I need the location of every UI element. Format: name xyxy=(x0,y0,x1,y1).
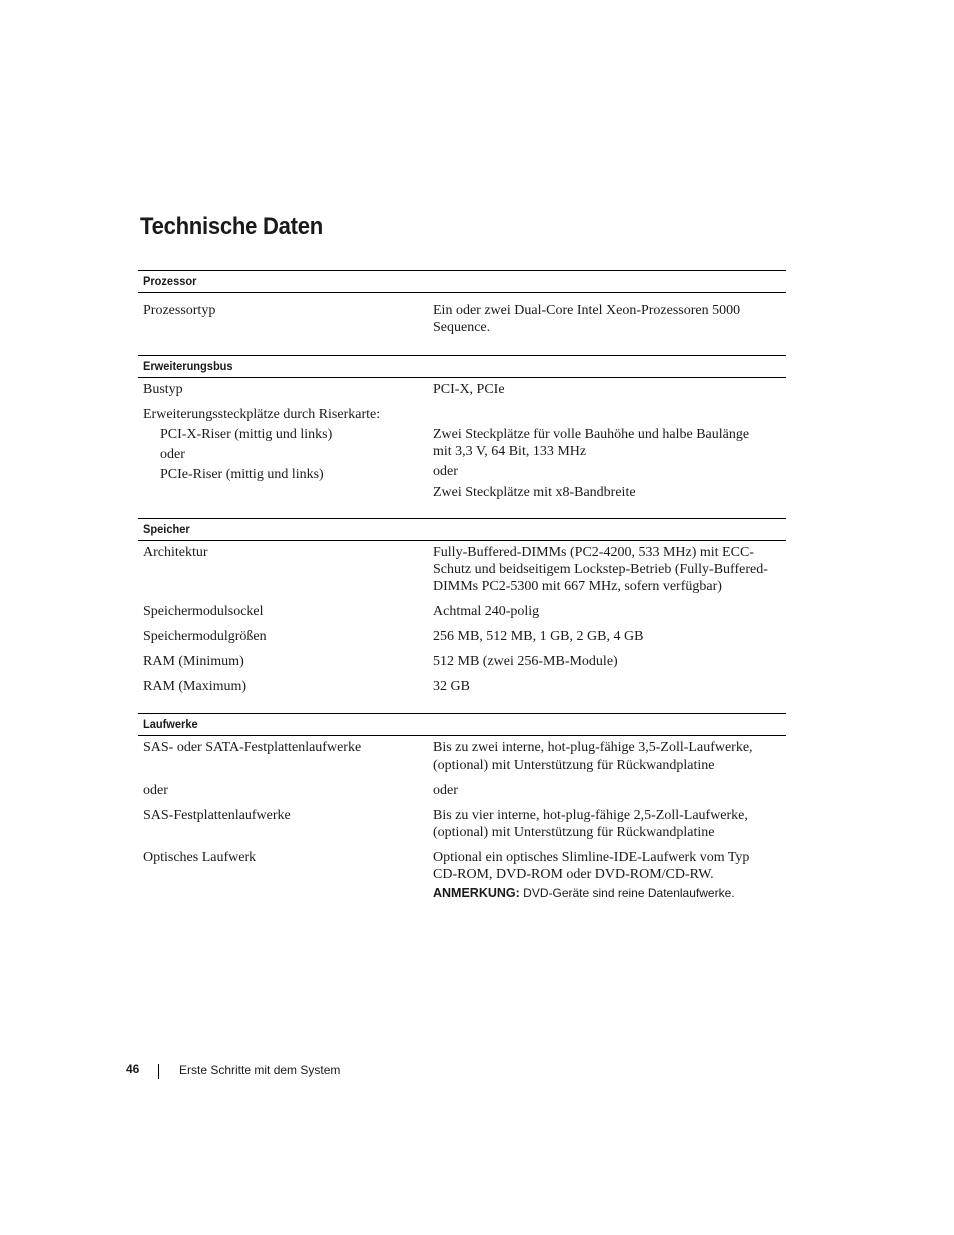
spec-label: Speichermodulsockel xyxy=(143,604,264,619)
note xyxy=(433,885,783,902)
spec-label: SAS- oder SATA-Festplattenlaufwerke xyxy=(143,740,362,755)
spec-label: Bustyp xyxy=(143,382,183,397)
spec-label: RAM (Maximum) xyxy=(143,679,247,694)
spec-row-sas xyxy=(138,799,786,841)
spec-label: Prozessortyp xyxy=(143,303,216,318)
spec-value: 512 MB (zwei 256-MB-Module) xyxy=(433,654,618,669)
spec-table xyxy=(138,270,786,902)
spec-value: Achtmal 240-polig xyxy=(433,604,540,619)
spec-label: Speichermodulgrößen xyxy=(143,629,267,644)
spec-row-oder xyxy=(138,774,786,799)
note-label: ANMERKUNG: xyxy=(433,886,520,900)
section-heading-laufwerke: Laufwerke xyxy=(138,713,786,736)
page-title: Technische Daten xyxy=(140,213,323,240)
spec-label: Optisches Laufwerk xyxy=(143,850,257,865)
spec-label: RAM (Minimum) xyxy=(143,654,244,669)
spec-value-pcix: Zwei Steckplätze für volle Bauhöhe und halbe Baulänge xyxy=(433,427,750,442)
spec-row-ram-maximum xyxy=(138,670,786,713)
spec-row-prozessortyp xyxy=(138,293,786,355)
spec-label-oder: oder xyxy=(160,447,185,462)
spec-row-bustyp xyxy=(138,378,786,398)
spec-value: Bis zu vier interne, hot-plug-fähige 2,5-Zoll-Laufwerke, (optional) mit Unterstützung für Rückwandplatine xyxy=(433,808,748,840)
spec-label-pcie: PCIe-Riser (mittig und links) xyxy=(160,467,324,482)
spec-label-pcix: PCI-X-Riser (mittig und links) xyxy=(160,427,333,442)
spec-value: Bis zu zwei interne, hot-plug-fähige 3,5-Zoll-Laufwerke, (optional) mit Unterstützung für Rückwandplatine xyxy=(433,740,753,773)
spec-value: 256 MB, 512 MB, 1 GB, 2 GB, 4 GB xyxy=(433,629,644,644)
section-heading-prozessor: Prozessor xyxy=(138,270,786,293)
chapter-title: Erste Schritte mit dem System xyxy=(179,1063,341,1077)
spec-label: Architektur xyxy=(143,545,208,560)
spec-label: Erweiterungssteckplätze durch Riserkarte: xyxy=(143,407,381,422)
spec-row-speichermodulgroessen xyxy=(138,620,786,645)
spec-value: PCI-X, PCIe xyxy=(433,382,505,397)
spec-value: Fully-Buffered-DIMMs (PC2-4200, 533 MHz) mit ECC- Schutz und beidseitigem Lockstep-Betrieb (Fully-Buffered- DIMMs PC2-5300 mit 667 MHz, sofern verfügbar) xyxy=(433,545,768,594)
footer-divider xyxy=(158,1064,159,1079)
spec-row-sas-sata xyxy=(138,736,786,774)
note-text: DVD-Geräte sind reine Datenlaufwerke. xyxy=(519,886,735,900)
spec-value: oder xyxy=(433,783,458,798)
spec-row-speichermodulsockel xyxy=(138,595,786,620)
spec-label: SAS-Festplattenlaufwerke xyxy=(143,808,291,823)
spec-value: Ein oder zwei Dual-Core Intel Xeon-Prozessoren 5000 Sequence. xyxy=(433,303,741,335)
spec-value: 32 GB xyxy=(433,679,470,694)
spec-row-optisches-laufwerk xyxy=(138,841,786,902)
section-heading-erweiterungsbus: Erweiterungsbus xyxy=(138,355,786,378)
spec-value-pcie: Zwei Steckplätze mit x8-Bandbreite xyxy=(433,485,636,500)
spec-value: Optional ein optisches Slimline-IDE-Laufwerk vom Typ CD-ROM, DVD-ROM oder DVD-ROM/CD-RW. ANMERKUNG: DVD-Geräte sind reine Datenlaufwerke. xyxy=(433,849,783,902)
spec-row-steckplaetze xyxy=(138,398,786,423)
section-heading-speicher: Speicher xyxy=(138,518,786,541)
spec-row-riser: PCI-X-Riser (mittig und links) oder PCIe-Riser (mittig und links) Zwei Steckplätze für volle Bauhöhe und halbe Baulänge mit 3,3 V, 64 Bit, 133 MHz oder Zwei Steckplätze mit x8-Bandbreite xyxy=(138,423,786,518)
spec-label: oder xyxy=(143,783,168,798)
spec-value-oder: oder xyxy=(433,464,458,479)
spec-row-architektur xyxy=(138,541,786,595)
spec-row-ram-minimum xyxy=(138,645,786,670)
page-number: 46 xyxy=(126,1062,140,1076)
